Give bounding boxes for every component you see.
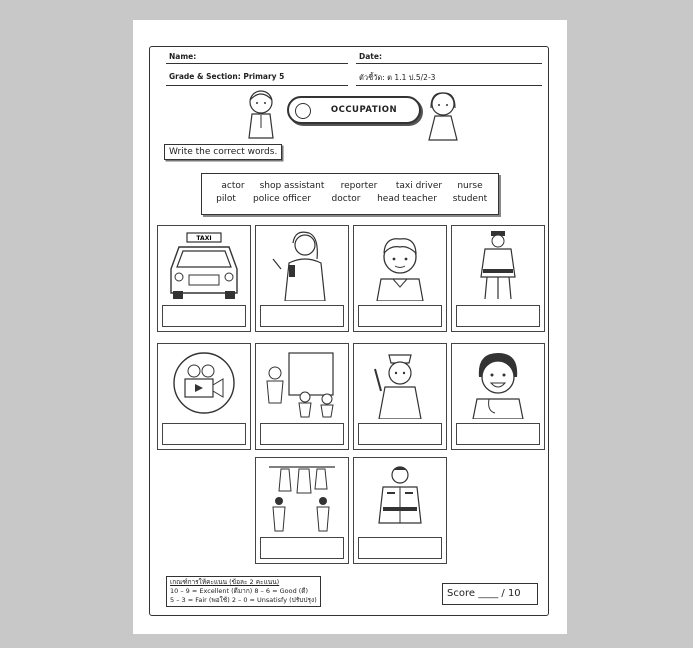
score-blank[interactable]: ____ xyxy=(478,588,499,599)
word-bank-word: police officer xyxy=(253,194,311,204)
head-teacher-icon xyxy=(259,347,345,419)
grade-line[interactable] xyxy=(166,85,348,86)
word-bank-word: taxi driver xyxy=(395,181,443,191)
answer-box[interactable] xyxy=(260,305,344,327)
rubric-line: 10 – 9 = Excellent (ดีมาก) 8 – 6 = Good (ดี) xyxy=(170,587,309,595)
word-bank xyxy=(201,173,499,215)
picture-card-5 xyxy=(157,343,251,450)
date-label: Date: xyxy=(359,52,382,61)
word-bank-word: doctor xyxy=(331,194,361,204)
answer-box[interactable] xyxy=(358,305,442,327)
reporter-icon xyxy=(259,229,345,301)
boy-icon xyxy=(243,88,279,140)
shop-assistant-icon xyxy=(259,461,345,533)
indicator-label: ตัวชี้วัด: ต 1.1 ป.5/2-3 xyxy=(359,73,436,82)
student-icon xyxy=(357,229,443,301)
circle-icon xyxy=(295,103,311,119)
score-label: Score xyxy=(447,588,476,599)
picture-card-9 xyxy=(255,457,349,564)
picture-card-3 xyxy=(353,225,447,332)
doctor-icon xyxy=(455,347,541,419)
picture-card-6 xyxy=(255,343,349,450)
svg-text:TAXI: TAXI xyxy=(196,235,212,242)
picture-card-4 xyxy=(451,225,545,332)
indicator-line xyxy=(356,85,542,86)
rubric-heading: เกณฑ์การให้คะแนน (ข้อละ 2 คะแนน) xyxy=(170,578,280,586)
word-bank-word: reporter xyxy=(340,181,378,191)
answer-box[interactable] xyxy=(358,537,442,559)
answer-box[interactable] xyxy=(358,423,442,445)
answer-box[interactable] xyxy=(456,423,540,445)
word-bank-word: actor xyxy=(221,181,245,191)
movie-camera-icon xyxy=(161,347,247,419)
word-bank-word: head teacher xyxy=(377,194,437,204)
grade-label: Grade & Section: Primary 5 xyxy=(169,72,285,81)
name-line[interactable] xyxy=(166,63,348,64)
answer-box[interactable] xyxy=(260,423,344,445)
police-officer-icon xyxy=(455,229,541,301)
page-title: OCCUPATION xyxy=(330,105,398,115)
score-box xyxy=(442,583,538,605)
nurse-icon xyxy=(357,347,443,419)
word-bank-word: nurse xyxy=(457,181,483,191)
worksheet-page xyxy=(133,20,567,634)
date-line[interactable] xyxy=(356,63,542,64)
picture-card-8 xyxy=(451,343,545,450)
rubric-line: 5 – 3 = Fair (พอใช้) 2 – 0 = Unsatisfy (ปรับปรุง) xyxy=(170,596,317,604)
word-bank-word: pilot xyxy=(216,194,236,204)
picture-card-1 xyxy=(157,225,251,332)
picture-card-2 xyxy=(255,225,349,332)
answer-box[interactable] xyxy=(260,537,344,559)
answer-box[interactable] xyxy=(456,305,540,327)
picture-card-10 xyxy=(353,457,447,564)
word-bank-word: shop assistant xyxy=(259,181,325,191)
picture-card-7 xyxy=(353,343,447,450)
answer-box[interactable] xyxy=(162,305,246,327)
pilot-icon xyxy=(357,461,443,533)
title-banner xyxy=(287,96,421,124)
word-bank-word: student xyxy=(452,194,488,204)
answer-box[interactable] xyxy=(162,423,246,445)
taxi-icon xyxy=(161,229,247,301)
score-total: / 10 xyxy=(501,588,521,599)
girl-icon xyxy=(425,90,461,142)
instruction-box: Write the correct words. xyxy=(164,144,282,160)
name-label: Name: xyxy=(169,52,197,61)
scoring-rubric xyxy=(166,576,321,607)
